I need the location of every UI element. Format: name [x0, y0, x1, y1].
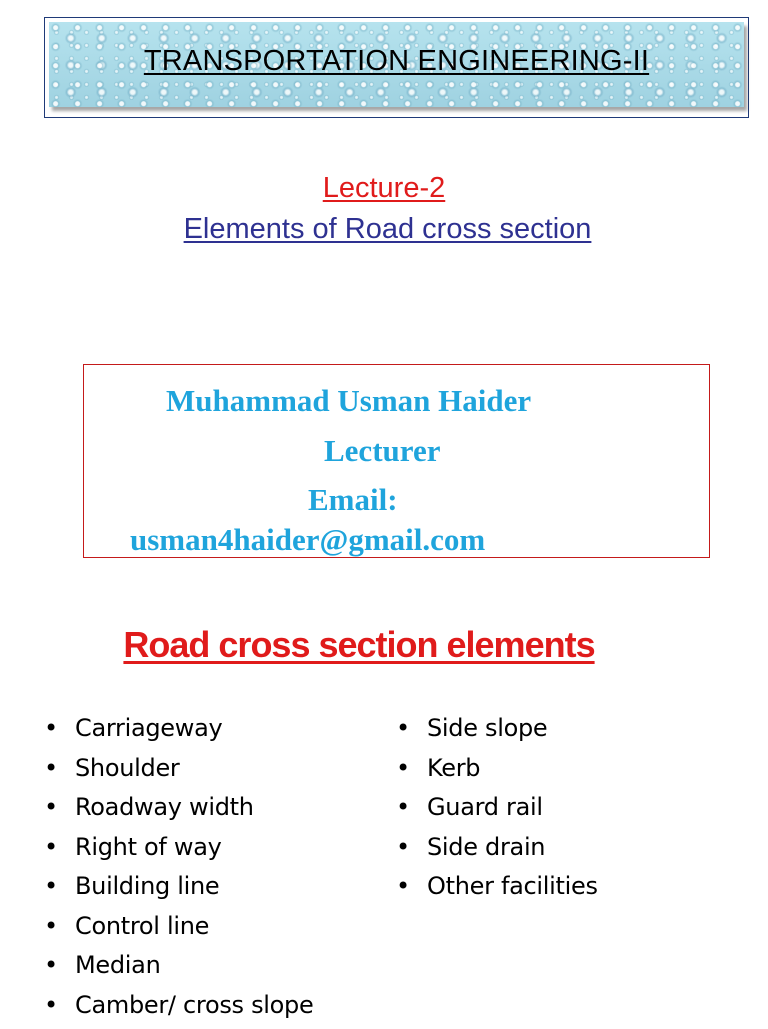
- author-name: Muhammad Usman Haider: [166, 383, 531, 419]
- list-item: • Roadway width: [44, 792, 313, 832]
- author-email: usman4haider@gmail.com: [130, 522, 485, 558]
- list-item: • Side slope: [396, 713, 598, 753]
- list-item: • Kerb: [396, 753, 598, 793]
- list-item: • Guard rail: [396, 792, 598, 832]
- list-item: • Control line: [44, 911, 313, 951]
- list-item: • Other facilities: [396, 871, 598, 911]
- author-box: [83, 364, 710, 558]
- elements-list-left: [44, 713, 313, 1029]
- section-heading: Road cross section elements: [0, 624, 718, 666]
- lecture-topic: Elements of Road cross section: [0, 213, 768, 246]
- list-item: • Camber/ cross slope: [44, 990, 313, 1029]
- list-item: • Right of way: [44, 832, 313, 872]
- elements-list-right: [396, 713, 598, 911]
- email-label: Email:: [308, 482, 398, 518]
- list-item: • Carriageway: [44, 713, 313, 753]
- author-role: Lecturer: [324, 433, 440, 469]
- course-title: TRANSPORTATION ENGINEERING-II: [45, 45, 748, 78]
- list-item: • Building line: [44, 871, 313, 911]
- title-banner: [44, 17, 749, 118]
- list-item: • Side drain: [396, 832, 598, 872]
- list-item: • Median: [44, 950, 313, 990]
- list-item: • Shoulder: [44, 753, 313, 793]
- lecture-number: Lecture-2: [0, 172, 768, 205]
